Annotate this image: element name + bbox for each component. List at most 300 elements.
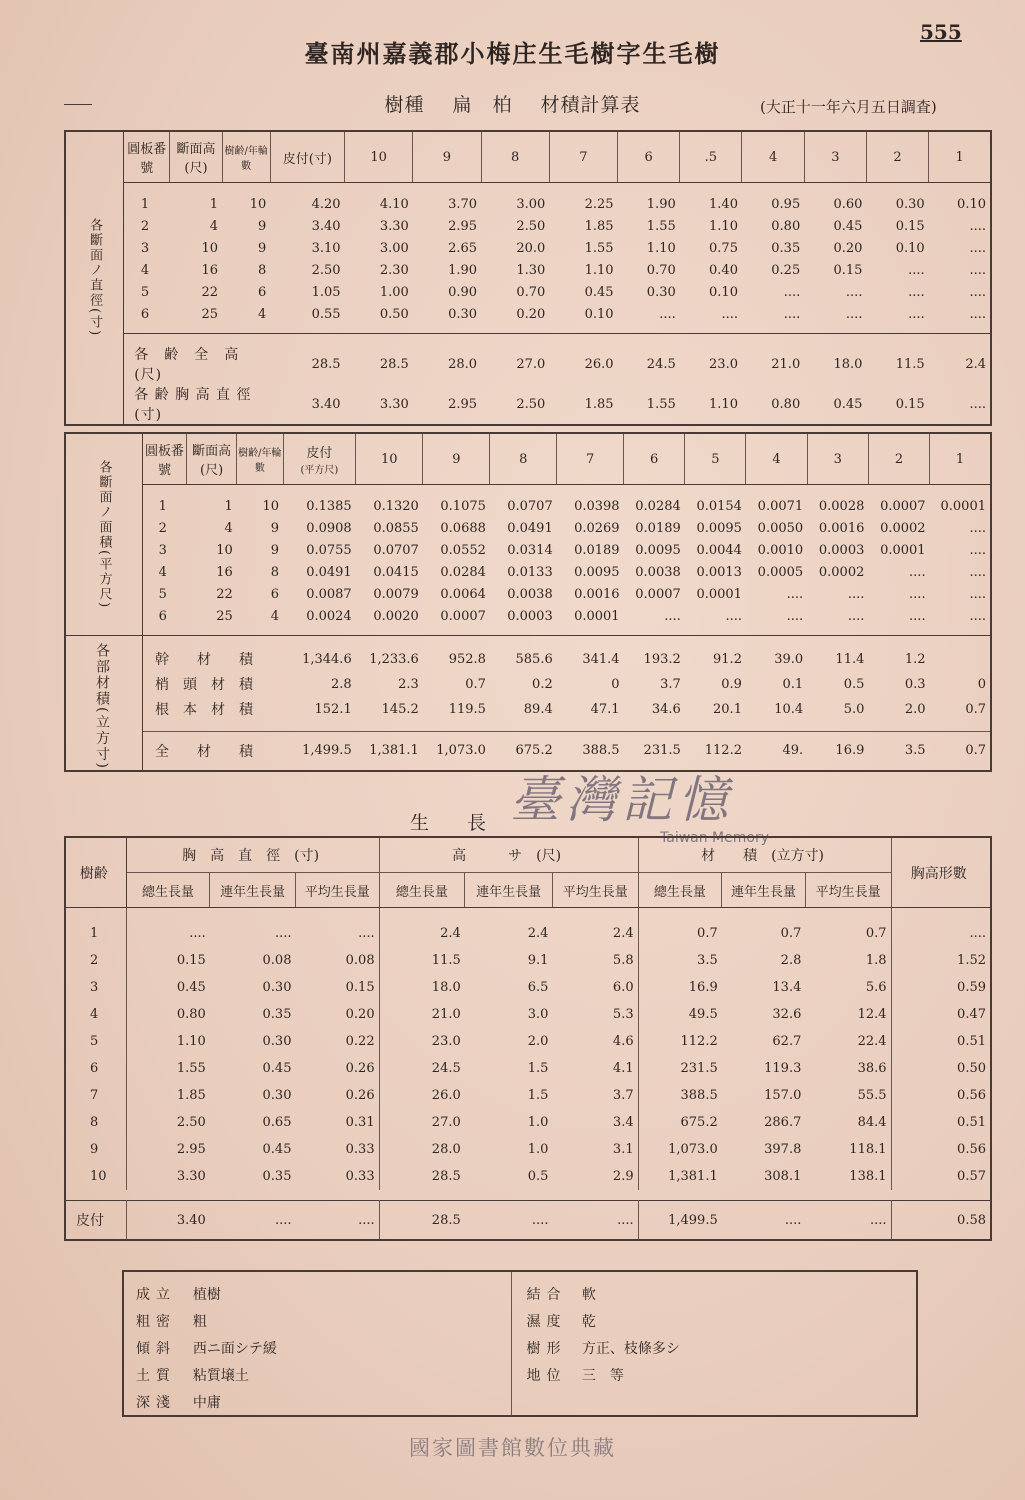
growth-cell: 11.5 [379,947,465,974]
growth-cell: 49.5 [638,1001,722,1028]
area-cell: 0.0001 [940,498,986,514]
growth-cell: 4 [90,1007,99,1022]
volume-value: 1.2 [904,651,926,667]
table-row [65,605,991,627]
species-name: 扁 柏 [452,94,513,116]
diam-cell: 25 [201,306,219,322]
header-age-3: 3 [804,131,866,183]
table-row [65,947,991,974]
growth-cell: 1.0 [527,1142,549,1157]
header-section-height: 斷面高(尺) [170,131,222,183]
total-volume-value: 388.5 [582,743,620,759]
volume-value: 2.0 [904,701,926,717]
property-key: 樹形 [512,1334,582,1361]
diam-cell: .... [969,218,986,234]
header-age-4: 4 [746,433,807,485]
volume-value: 152.1 [314,701,352,717]
area-cell: 0.0552 [440,542,486,558]
growth-cell: 0.31 [345,1115,375,1130]
area-cell: .... [664,608,681,624]
area-cell: 0.1075 [440,498,486,514]
diam-cell: 1.85 [584,218,614,234]
growth-cell: 6 [90,1061,99,1076]
volume-value: 0.7 [965,701,986,717]
growth-cell: 2.50 [126,1109,210,1136]
area-cell: 22 [216,586,233,602]
header-age-1: 1 [930,433,991,485]
header-age-4: 4 [742,131,804,183]
diam-cell: 1.90 [448,262,478,278]
area-cell: 0.0755 [306,542,352,558]
area-cell: 9 [270,542,279,558]
growth-cell: 0.65 [262,1115,292,1130]
volume-value: 1,344.6 [302,651,352,667]
area-cell: 1 [158,498,167,514]
diam-cell: 2.30 [379,262,409,278]
growth-cell: 397.8 [764,1142,802,1157]
page-title: 臺南州嘉義郡小梅庄生毛樹字生毛樹 [304,39,721,68]
diam-cell: 3.30 [379,218,409,234]
area-cell: 0.0707 [373,542,419,558]
diam-cell: .... [969,306,986,322]
volume-value: 0.3 [904,676,926,692]
total-volume-value: 1,073.0 [436,743,486,759]
header-board-no: 圓板番號 [124,131,170,183]
header-ring-count: 樹齢/年輪數 [222,131,270,183]
area-volume-table [64,432,992,772]
growth-cell: 0.30 [262,980,292,995]
area-cell: .... [847,586,865,602]
diam-cell: 0.75 [709,240,738,256]
area-cell: 0.0284 [635,498,681,514]
area-cell: 0.0491 [507,520,553,536]
subheader-growth: 連年生長量 [210,873,296,908]
growth-cell: 0.5 [527,1169,549,1184]
diam-cell: 1.05 [311,284,341,300]
group-breast-diameter: 胸 高 直 徑 (寸) [126,837,379,873]
volume-row [65,697,991,722]
area-cell: 0.0001 [574,608,620,624]
total-volume-label: 全 材 積 [155,743,253,760]
growth-cell: 13.4 [772,980,802,995]
area-cell: 0.0020 [373,608,419,624]
area-cell: 0.0415 [373,564,419,580]
area-cell: 0.0314 [507,542,553,558]
header-board-no: 圓板番號 [143,433,187,485]
property-value: 粗 [192,1313,207,1330]
header-form-factor: 胸高形數 [891,837,991,908]
subheader-growth: 平均生長量 [805,873,891,908]
area-cell: 25 [216,608,233,624]
table-row [65,1109,991,1136]
total-volume-value: 0.7 [965,743,986,759]
growth-cell: 24.5 [379,1055,465,1082]
diam-cell: 0.95 [771,196,801,212]
growth-cell: 18.0 [379,974,465,1001]
area-cell: 0.0002 [818,564,865,580]
bark-row-cell: 28.5 [379,1201,465,1241]
growth-cell: 3 [90,980,99,995]
side-label-volume: 各部材積(立方寸) [65,636,143,772]
area-cell: 0.0013 [696,564,742,580]
diam-cell: 3.40 [311,218,341,234]
growth-cell: 0.59 [891,974,991,1001]
table-row [65,1028,991,1055]
total-height-value: 11.5 [895,356,925,372]
diam-cell: 9 [257,218,267,234]
area-cell: 10 [262,498,279,514]
property-key: 濕度 [512,1307,582,1334]
diam-cell: 2.95 [448,218,478,234]
growth-cell: 0.51 [891,1028,991,1055]
growth-cell: 0.7 [780,926,802,941]
table-row [65,281,991,303]
breast-diameter-value: .... [969,396,986,412]
total-volume-value: 16.9 [835,743,865,759]
growth-cell: 26.0 [379,1082,465,1109]
header-age-3: 3 [807,433,868,485]
property-key: 成立 [136,1286,176,1303]
diam-cell: 3.00 [516,196,546,212]
diam-cell: 20.0 [516,240,546,256]
area-cell: 0.0491 [306,564,352,580]
growth-cell: 8 [90,1115,99,1130]
header-age-10: 10 [356,433,423,485]
area-cell: 0.0003 [818,542,865,558]
breast-diameter-value: 2.50 [516,396,546,412]
breast-diameter-row [65,384,991,425]
diam-cell: 6 [257,284,267,300]
diam-cell: 4.10 [379,196,409,212]
table-row [65,1082,991,1109]
growth-cell: 1.5 [527,1061,549,1076]
diam-cell: 2.50 [516,218,546,234]
growth-heading: 生 長 [410,812,487,834]
diam-cell: 8 [257,262,267,278]
area-cell: .... [725,608,742,624]
area-cell: 0.0071 [757,498,804,514]
area-cell: 0.0003 [507,608,553,624]
property-value: 植樹 [192,1286,221,1303]
growth-cell: 3.30 [126,1163,210,1190]
header-age-7: 7 [557,433,624,485]
property-key: 地位 [512,1361,582,1388]
area-cell: .... [786,608,804,624]
growth-cell: 0.35 [262,1169,292,1184]
breast-diameter-value: 0.80 [771,396,801,412]
diam-cell: 2.25 [584,196,614,212]
header-age-2: 2 [868,433,929,485]
growth-cell: 1.52 [891,947,991,974]
growth-cell: 6.0 [612,980,634,995]
volume-value: 193.2 [643,651,681,667]
area-cell: 0.0044 [696,542,742,558]
total-height-label: 各 齢 全 高 (尺) [134,347,255,383]
growth-cell: 6.5 [527,980,549,995]
volume-value: 1,233.6 [369,651,419,667]
diam-cell: 4.20 [311,196,341,212]
volume-value: 119.5 [448,701,486,717]
growth-table [64,836,992,1241]
diam-cell: 1 [209,196,219,212]
area-cell: 0.0284 [440,564,486,580]
group-volume: 材 積 (立方寸) [638,837,891,873]
total-height-value: 18.0 [833,356,863,372]
growth-cell: 5 [90,1034,99,1049]
area-cell: 0.0050 [757,520,804,536]
growth-cell: 112.2 [638,1028,722,1055]
area-cell: 6 [158,608,167,624]
header-age-7: 7 [549,131,617,183]
diam-cell: 3.70 [448,196,478,212]
growth-cell: 308.1 [764,1169,802,1184]
total-volume-value: 49. [782,743,804,759]
volume-value: 0.5 [843,676,865,692]
growth-cell: 0.56 [891,1136,991,1163]
area-cell: 6 [270,586,279,602]
growth-cell: 5.8 [612,953,634,968]
growth-cell: 9 [90,1142,99,1157]
growth-cell: 0.08 [345,953,375,968]
bark-row-cell: .... [274,1212,292,1228]
diam-cell: 0.30 [448,306,478,322]
growth-cell: .... [126,908,210,948]
table-row [65,1055,991,1082]
volume-row-label: 梢 頭 材 積 [155,677,253,694]
growth-cell: 4.1 [612,1061,634,1076]
growth-cell: 157.0 [764,1088,802,1103]
area-cell: 9 [270,520,279,536]
growth-cell: 0.15 [345,980,375,995]
area-cell: 0.0007 [880,498,926,514]
header-age-8: 8 [481,131,549,183]
subheader-growth: 平均生長量 [295,873,379,908]
bark-row-cell: .... [869,1212,887,1228]
growth-cell: .... [891,908,991,948]
total-volume-value: 112.2 [704,743,742,759]
volume-value: 11.4 [835,651,865,667]
diam-cell: 4 [257,306,267,322]
growth-cell: 1,381.1 [638,1163,722,1190]
property-row [123,1361,917,1388]
area-cell: 0.0007 [440,608,486,624]
volume-value: 47.1 [590,701,620,717]
breast-diameter-value: 1.55 [646,396,676,412]
diam-cell: .... [659,306,676,322]
diam-cell: 3.00 [379,240,409,256]
diam-cell: .... [908,306,925,322]
header-bark: 皮付(寸) [270,131,344,183]
side-label-diameter: 各斷面ノ直徑(寸) [65,131,124,425]
growth-cell: 1.85 [126,1082,210,1109]
area-cell: 0.0064 [440,586,486,602]
diam-cell: 0.90 [448,284,478,300]
growth-cell: 1.8 [865,953,887,968]
table-row [65,908,991,948]
total-volume-value: 231.5 [643,743,681,759]
growth-cell: 0.7 [638,908,722,948]
volume-value: 34.6 [651,701,681,717]
area-cell: 0.0398 [574,498,620,514]
growth-cell: .... [274,926,292,941]
property-row [123,1271,917,1307]
subheader-growth: 連年生長量 [722,873,806,908]
header-bark-unit: (平方尺) [300,465,339,476]
diam-cell: 0.10 [584,306,614,322]
bark-row-cell: 皮付 [76,1213,104,1229]
area-cell: .... [909,564,926,580]
total-height-value: 28.5 [379,356,409,372]
diam-cell: .... [969,240,986,256]
growth-cell: 2.9 [612,1169,634,1184]
header-age: 樹齢 [65,837,126,908]
growth-cell: 0.26 [345,1061,375,1076]
volume-value: 10.4 [774,701,804,717]
growth-cell: 0.30 [262,1034,292,1049]
volume-value: 0 [611,676,620,692]
total-volume-value: 675.2 [515,743,553,759]
area-cell: .... [786,586,804,602]
growth-cell: 1.0 [527,1115,549,1130]
growth-cell: 1,073.0 [638,1136,722,1163]
diam-cell: .... [908,284,925,300]
growth-cell: 0.33 [345,1142,375,1157]
growth-cell: 0.33 [345,1169,375,1184]
diam-cell: .... [845,284,863,300]
breast-diameter-label: 各 齢 胸 高 直 徑 (寸) [134,387,267,423]
subheader-growth: 總生長量 [379,873,465,908]
diam-cell: 2.50 [311,262,341,278]
property-key: 結合 [512,1271,582,1307]
volume-value: 0 [977,676,986,692]
table-row [65,517,991,539]
area-cell: .... [969,520,986,536]
header-bark [283,433,356,485]
table-row [65,1001,991,1028]
volume-value: 3.7 [660,676,681,692]
property-value: 中庸 [192,1394,221,1411]
area-cell: 0.0001 [696,586,742,602]
diam-cell: 0.10 [895,240,925,256]
breast-diameter-value: 0.45 [833,396,863,412]
header-age-5: 5 [685,433,746,485]
subheader-growth: 平均生長量 [552,873,638,908]
property-key: 傾斜 [136,1340,176,1357]
property-value: 方正、枝條多シ [581,1340,680,1357]
total-volume-value: 1,381.1 [369,743,419,759]
table-row [65,583,991,605]
breast-diameter-value: 2.95 [448,396,478,412]
growth-cell: 84.4 [857,1115,887,1130]
diam-cell: 0.45 [833,218,863,234]
growth-cell: 62.7 [772,1034,802,1049]
table-row [65,215,991,237]
header-age-6: 6 [624,433,685,485]
diam-cell: .... [783,284,801,300]
subheader-growth: 連年生長量 [465,873,553,908]
growth-cell: 1.55 [126,1055,210,1082]
bark-row-cell: 3.40 [126,1201,210,1241]
header-age-10: 10 [345,131,413,183]
growth-cell: 119.3 [764,1061,802,1076]
growth-cell: 10 [90,1169,107,1184]
header-age-9: 9 [423,433,490,485]
diam-cell: .... [783,306,801,322]
growth-cell: 0.51 [891,1109,991,1136]
breast-diameter-value: 3.40 [311,396,341,412]
table-row [65,259,991,281]
area-cell: .... [909,608,926,624]
area-cell: 0.0154 [696,498,742,514]
growth-cell: 0.22 [345,1034,375,1049]
area-cell: 1 [224,498,233,514]
growth-cell: 3.5 [638,947,722,974]
total-volume-value: 3.5 [904,743,926,759]
diam-cell: 0.20 [833,240,863,256]
table-row [65,183,991,216]
volume-value: 20.1 [713,701,742,717]
area-cell: 0.0028 [818,498,865,514]
diam-cell: 0.50 [379,306,409,322]
watermark-logo: 臺灣記憶 [510,771,734,829]
diam-cell: 0.80 [771,218,801,234]
growth-cell: 5.3 [612,1007,634,1022]
diam-cell: .... [908,262,925,278]
growth-cell: 118.1 [849,1142,887,1157]
area-cell: 0.0133 [507,564,553,580]
growth-cell: 22.4 [857,1034,887,1049]
property-row [123,1388,917,1416]
diameter-table [64,130,992,426]
diam-cell: 0.15 [895,218,925,234]
diam-cell: 1.10 [646,240,676,256]
diam-cell: 0.20 [516,306,546,322]
breast-diameter-value: 3.30 [379,396,409,412]
table-name: 材積計算表 [540,94,641,116]
diam-cell: 0.10 [957,196,986,212]
growth-cell: 27.0 [379,1109,465,1136]
growth-cell: 21.0 [379,1001,465,1028]
growth-cell: 38.6 [857,1061,887,1076]
property-row [123,1307,917,1334]
breast-diameter-value: 1.85 [584,396,614,412]
total-height-value: 28.0 [448,356,478,372]
growth-cell: 3.0 [527,1007,549,1022]
volume-value: 39.0 [774,651,804,667]
growth-cell: 675.2 [638,1109,722,1136]
growth-cell: 32.6 [772,1007,802,1022]
diam-cell: .... [969,262,986,278]
area-cell: 0.0007 [635,586,681,602]
area-cell: 16 [216,564,233,580]
volume-value: 2.8 [331,676,352,692]
area-cell: 3 [158,542,167,558]
area-cell: 4 [270,608,279,624]
growth-cell: 0.47 [891,1001,991,1028]
diam-cell: 0.35 [771,240,801,256]
growth-cell: 7 [90,1088,99,1103]
growth-cell: 28.0 [379,1136,465,1163]
volume-value: 0.9 [721,676,742,692]
diam-cell: 1.55 [584,240,614,256]
growth-cell: 55.5 [857,1088,887,1103]
subheader-growth: 總生長量 [638,873,722,908]
header-age-1: 1 [929,131,991,183]
volume-value: 5.0 [843,701,865,717]
growth-cell: 0.45 [262,1061,292,1076]
area-cell: 0.0038 [507,586,553,602]
table-row [65,303,991,325]
